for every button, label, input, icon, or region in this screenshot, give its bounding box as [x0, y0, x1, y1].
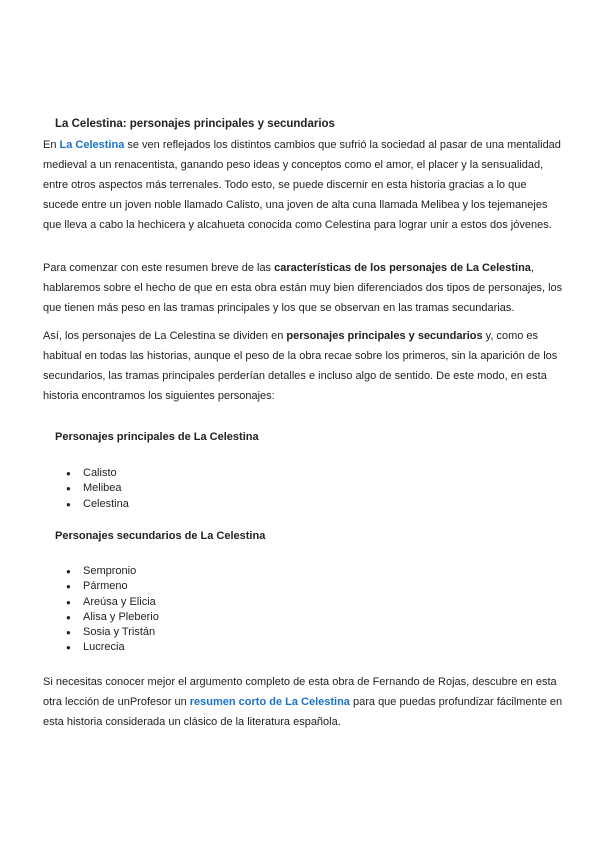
list-item: ● Melibea: [66, 481, 129, 496]
closing-paragraph: [43, 672, 563, 732]
intro-text-rest: se ven reflejados los distintos cambios que sufrió la sociedad al pasar de una mentalidad medieval a un renacentista, ganando peso ideas y conceptos como el amor, el placer y la sensualidad, entre otros aspectos más terrenales. Todo esto, se puede discernir en esta historia gracias a lo que sucede entre un joven noble llamado Calisto, una joven de alta cuna llamada Melibea y los tejemanejes que lleva a cabo la hechicera y alcahueta conocida como Celestina para lograr unir a estos dos jóvenes.: [43, 139, 561, 231]
list-item: ● Sempronio: [66, 564, 159, 579]
secundarios-heading: Personajes secundarios de La Celestina: [55, 530, 266, 542]
resumen-link[interactable]: resumen corto de La Celestina: [189, 696, 350, 708]
characteristics-text-start: Para comenzar con este resumen breve de las: [43, 262, 275, 274]
characteristics-bold: características de los personajes de La Celestina: [274, 262, 531, 274]
characteristics-paragraph: [43, 258, 563, 318]
division-bold: personajes principales y secundarios: [286, 330, 483, 342]
characteristics-text-rest: , hablaremos sobre el hecho de que en esta obra están muy bien diferenciados dos tipos de personajes, los que tienen más peso en las tramas principales y los que se observan en las tramas secundarias.: [43, 262, 563, 314]
secundarios-list: [66, 564, 159, 656]
division-text-start: Así, los personajes de La Celestina se dividen en: [43, 330, 287, 342]
list-item: ● Areúsa y Elicia: [66, 595, 159, 610]
division-text-rest: y, como es habitual en todas las historias, aunque el peso de la obra recae sobre los primeros, sin la aparición de los secundarios, las tramas principales perderían detalles e incluso algo de sentido. De este modo, en esta historia encontramos los siguientes personajes:: [43, 330, 558, 402]
division-paragraph: [43, 326, 563, 406]
closing-text-rest: para que puedas profundizar fácilmente en esta historia considerada un clásico de la literatura española.: [43, 696, 563, 728]
list-item: ● Alisa y Pleberio: [66, 610, 159, 625]
principales-heading: Personajes principales de La Celestina: [55, 431, 259, 443]
list-item: ● Calisto: [66, 466, 129, 481]
list-item: ● Celestina: [66, 497, 129, 512]
list-item: ● Pármeno: [66, 579, 159, 594]
la-celestina-link[interactable]: La Celestina: [59, 139, 125, 151]
intro-text-start: En: [43, 139, 60, 151]
list-item: ● Lucrecia: [66, 640, 159, 655]
intro-paragraph: [43, 135, 563, 235]
document-title: La Celestina: personajes principales y secundarios: [55, 118, 335, 130]
principales-list: [66, 466, 129, 512]
closing-text-start: Si necesitas conocer mejor el argumento completo de esta obra de Fernando de Rojas, descubre en esta otra lección de unProfesor un: [43, 676, 557, 708]
list-item: ● Sosia y Tristán: [66, 625, 159, 640]
